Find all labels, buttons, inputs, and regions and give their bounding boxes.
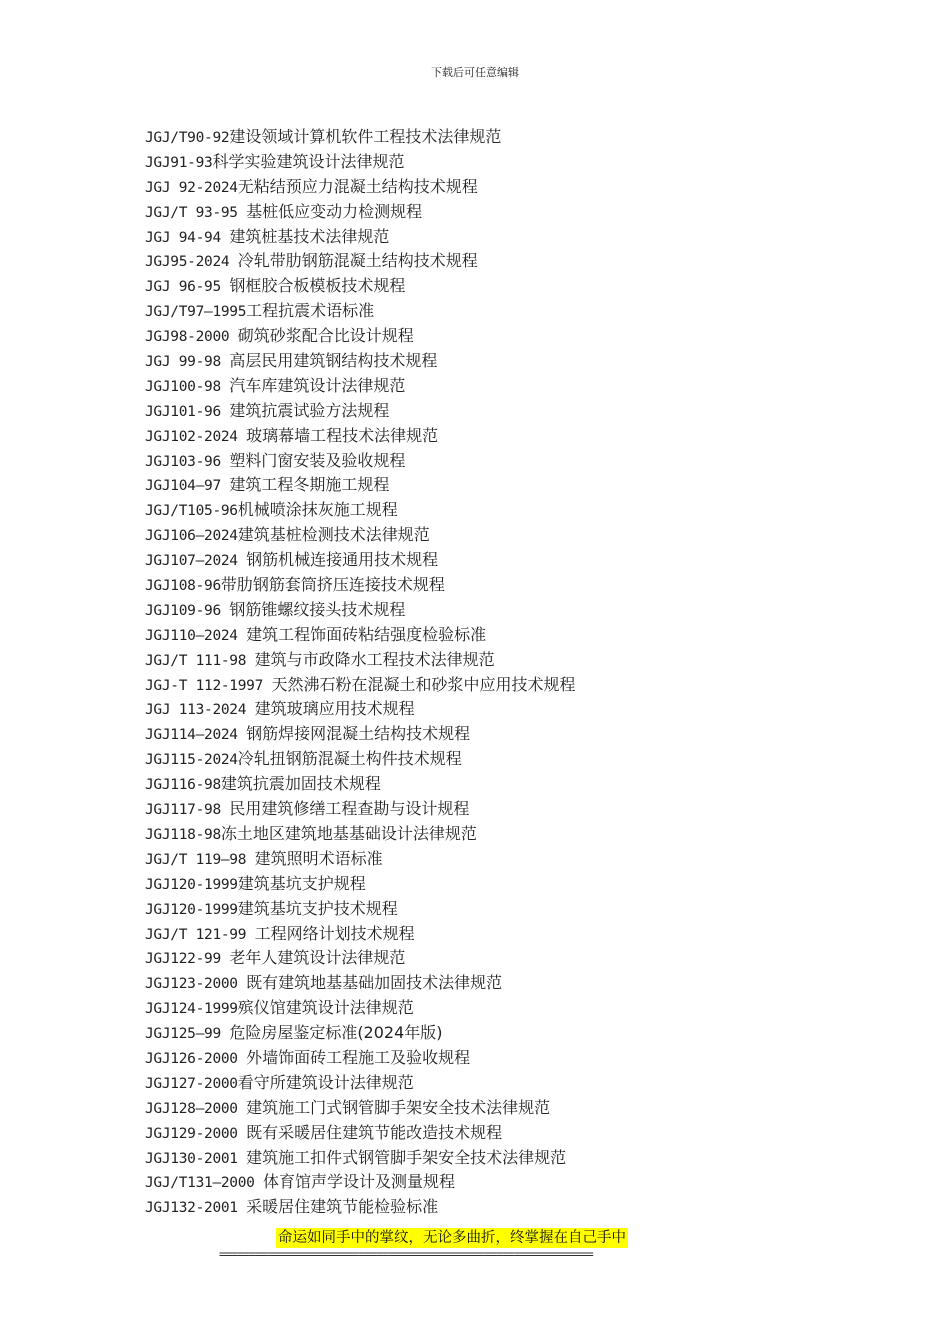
standard-title: 建筑工程冬期施工规程 <box>229 475 390 495</box>
standard-title: 钢筋锥螺纹接头技术规程 <box>229 599 406 619</box>
standard-code: JGJ/T90-92 <box>145 130 230 146</box>
standard-item <box>145 1121 575 1146</box>
standard-item <box>145 623 575 648</box>
standard-item <box>145 523 575 548</box>
standard-title: 高层民用建筑钢结构技术规程 <box>229 351 438 371</box>
standard-item <box>145 673 575 698</box>
standard-code: JGJ116-98 <box>145 777 221 794</box>
standard-title: 带肋钢筋套筒挤压连接技术规程 <box>220 575 445 595</box>
standard-code: JGJ127-2000 <box>145 1075 238 1092</box>
standard-title: 砌筑砂浆配合比设计规程 <box>237 326 414 346</box>
standard-title: 老年人建筑设计法律规范 <box>229 948 406 968</box>
standard-title: 建筑基坑支护技术规程 <box>237 898 398 918</box>
standard-item <box>145 349 575 374</box>
standard-item <box>145 648 575 673</box>
standard-title: 钢筋机械连接通用技术规程 <box>246 550 439 570</box>
standard-title: 建筑施工门式钢管脚手架安全技术法律规范 <box>246 1097 551 1117</box>
standard-code: JGJ129-2000 <box>145 1125 247 1142</box>
standard-item <box>145 847 575 872</box>
standard-code: JGJ100-98 <box>145 378 230 395</box>
standard-title: 建设领域计算机软件工程技术法律规范 <box>229 127 502 146</box>
standard-title: 冷轧扭钢筋混凝土构件技术规程 <box>237 749 462 769</box>
standard-item <box>145 598 575 623</box>
standard-item <box>145 772 575 797</box>
standard-title: 建筑抗震试验方法规程 <box>229 400 390 420</box>
standard-code: JGJ/T97—1995 <box>145 304 247 321</box>
standard-item <box>145 946 575 971</box>
standard-code: JGJ118-98 <box>145 826 221 843</box>
standard-item <box>145 1046 575 1071</box>
standard-item <box>145 1021 575 1046</box>
standard-title: 玻璃幕墙工程技术法律规范 <box>246 425 439 445</box>
standard-code: JGJ122-99 <box>145 951 230 968</box>
standard-item <box>145 125 575 150</box>
standard-item <box>145 374 575 399</box>
standard-title: 无粘结预应力混凝土结构技术规程 <box>237 176 478 196</box>
standard-item <box>145 449 575 474</box>
standard-item <box>145 424 575 449</box>
standard-code: JGJ108-96 <box>145 578 221 595</box>
standard-code: JGJ114—2024 <box>145 727 247 744</box>
standard-code: JGJ98-2000 <box>145 329 238 346</box>
standard-item <box>145 225 575 250</box>
standard-code: JGJ128—2000 <box>145 1100 247 1117</box>
standard-code: JGJ 94-94 <box>145 229 230 246</box>
standard-title: 既有采暖居住建筑节能改造技术规程 <box>246 1122 503 1142</box>
standard-code: JGJ95-2024 <box>145 254 238 271</box>
standard-title: 建筑桩基技术法律规范 <box>229 226 390 246</box>
standard-item <box>145 324 575 349</box>
standard-item <box>145 299 575 324</box>
standard-item <box>145 1096 575 1121</box>
standard-item <box>145 971 575 996</box>
standard-title: 体育馆声学设计及测量规程 <box>263 1172 456 1192</box>
standard-code: JGJ104—97 <box>145 478 230 495</box>
standard-item <box>145 697 575 722</box>
standard-title: 建筑玻璃应用技术规程 <box>254 699 415 719</box>
standard-title: 钢筋焊接网混凝土结构技术规程 <box>246 724 471 744</box>
standard-title: 科学实验建筑设计法律规范 <box>212 151 405 171</box>
page-header: 下载后可任意编辑 <box>431 66 519 79</box>
standard-title: 民用建筑修缮工程查勘与设计规程 <box>229 799 470 819</box>
standard-code: JGJ91-93 <box>145 154 213 171</box>
standard-code: JGJ 99-98 <box>145 354 230 371</box>
standard-title: 既有建筑地基基础加固技术法律规范 <box>246 973 503 993</box>
standard-item <box>145 249 575 274</box>
standard-code: JGJ/T131—2000 <box>145 1175 264 1192</box>
standard-item <box>145 872 575 897</box>
standard-item <box>145 498 575 523</box>
standard-title: 冻土地区建筑地基基础设计法律规范 <box>220 823 477 843</box>
standard-code: JGJ120-1999 <box>145 876 238 893</box>
standard-title: 建筑基桩检测技术法律规范 <box>237 525 430 545</box>
standard-title: 采暖居住建筑节能检验标准 <box>246 1197 439 1217</box>
standard-title: 殡仪馆建筑设计法律规范 <box>237 998 414 1018</box>
standard-item <box>145 747 575 772</box>
standard-item <box>145 175 575 200</box>
standard-item <box>145 996 575 1021</box>
standard-item <box>145 722 575 747</box>
standard-title: 建筑与市政降水工程技术法律规范 <box>254 649 495 669</box>
standard-title: 机械喷涂抹灰施工规程 <box>237 500 398 520</box>
standard-title: 建筑工程饰面砖粘结强度检验标准 <box>246 624 487 644</box>
standard-code: JGJ123-2000 <box>145 976 247 993</box>
standard-code: JGJ120-1999 <box>145 901 238 918</box>
standard-code: JGJ102-2024 <box>145 428 247 445</box>
standard-title: 钢框胶合板模板技术规程 <box>229 276 406 296</box>
standard-item <box>145 1195 575 1220</box>
standard-code: JGJ/T 111-98 <box>145 652 255 669</box>
standard-code: JGJ 113-2024 <box>145 702 255 719</box>
standard-title: 汽车库建筑设计法律规范 <box>229 375 406 395</box>
standard-code: JGJ126-2000 <box>145 1050 247 1067</box>
standard-code: JGJ125—99 <box>145 1026 230 1043</box>
standard-title: 看守所建筑设计法律规范 <box>237 1072 414 1092</box>
standard-item <box>145 897 575 922</box>
standard-code: JGJ109-96 <box>145 602 230 619</box>
standard-item <box>145 922 575 947</box>
standard-code: JGJ115-2024 <box>145 752 238 769</box>
standard-item <box>145 797 575 822</box>
standard-title: 基桩低应变动力检测规程 <box>246 201 423 221</box>
standard-title: 冷轧带肋钢筋混凝土结构技术规程 <box>237 251 478 271</box>
standard-item <box>145 1146 575 1171</box>
standard-item <box>145 200 575 225</box>
standards-list <box>145 125 575 1220</box>
standard-code: JGJ132-2001 <box>145 1200 247 1217</box>
standard-code: JGJ/T105-96 <box>145 503 238 520</box>
standard-code: JGJ130-2001 <box>145 1150 247 1167</box>
standard-item <box>145 822 575 847</box>
standard-code: JGJ 92-2024 <box>145 179 238 196</box>
standard-title: 建筑抗震加固技术规程 <box>220 774 381 794</box>
standard-code: JGJ-T 112-1997 <box>145 677 272 694</box>
standard-title: 工程抗震术语标准 <box>246 301 375 321</box>
standard-item <box>145 1170 575 1195</box>
standard-title: 危险房屋鉴定标准(2024年版) <box>229 1023 443 1043</box>
standard-code: JGJ117-98 <box>145 802 230 819</box>
standard-title: 外墙饰面砖工程施工及验收规程 <box>246 1047 471 1067</box>
standard-code: JGJ/T 119—98 <box>145 851 255 868</box>
standard-item <box>145 1071 575 1096</box>
standard-code: JGJ110—2024 <box>145 627 247 644</box>
standard-code: JGJ/T 121-99 <box>145 926 255 943</box>
standard-code: JGJ103-96 <box>145 453 230 470</box>
standard-item <box>145 150 575 175</box>
standard-item <box>145 573 575 598</box>
standard-item <box>145 274 575 299</box>
standard-title: 天然沸石粉在混凝土和砂浆中应用技术规程 <box>271 674 576 694</box>
standard-code: JGJ 96-95 <box>145 279 230 296</box>
standard-code: JGJ106—2024 <box>145 528 238 545</box>
standard-title: 建筑基坑支护规程 <box>237 873 366 893</box>
standard-title: 塑料门窗安装及验收规程 <box>229 450 406 470</box>
standard-item <box>145 473 575 498</box>
standard-code: JGJ107—2024 <box>145 553 247 570</box>
standard-code: JGJ124-1999 <box>145 1001 238 1018</box>
standard-code: JGJ101-96 <box>145 403 230 420</box>
standard-title: 建筑施工扣件式钢管脚手架安全技术法律规范 <box>246 1147 567 1167</box>
standard-title: 建筑照明术语标准 <box>254 848 383 868</box>
standard-title: 工程网络计划技术规程 <box>254 923 415 943</box>
standard-item <box>145 548 575 573</box>
footer-motto: 命运如同手中的掌纹，无论多曲折，终掌握在自己手中 <box>278 1230 626 1246</box>
footer-divider: ============================================================== <box>219 1247 593 1261</box>
standard-code: JGJ/T 93-95 <box>145 204 247 221</box>
standard-item <box>145 399 575 424</box>
